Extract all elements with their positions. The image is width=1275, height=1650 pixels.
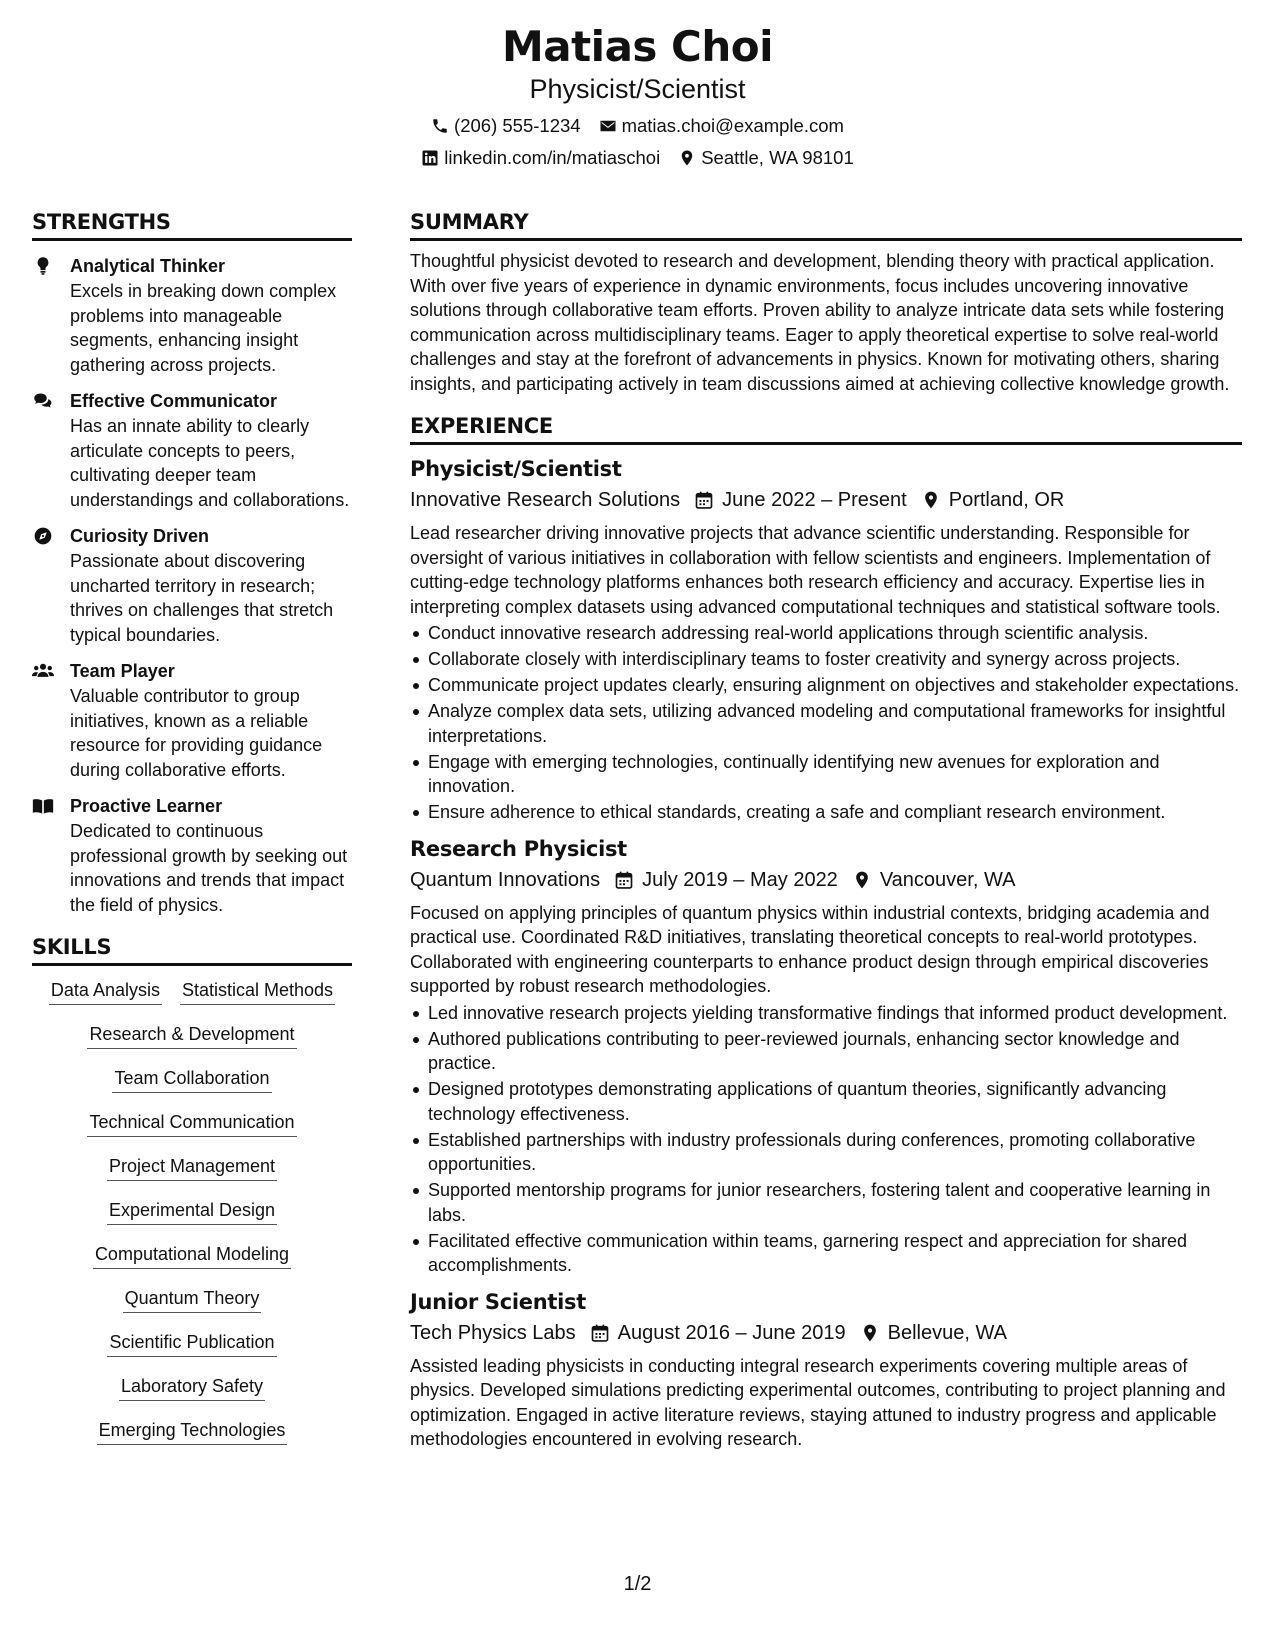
email-link[interactable]: matias.choi@example.com [621,115,844,136]
contact-row-1 [0,110,1275,142]
strength-item [32,658,352,782]
job-bullets [410,1001,1242,1278]
skill-tag: Technical Communication [87,1110,296,1137]
skill-tag: Computational Modeling [93,1242,291,1269]
summary-heading: SUMMARY [410,206,1242,241]
job-bullet: Conduct innovative research addressing real-world applications through scientific analysis. [428,621,1242,646]
contact-phone [431,110,581,142]
candidate-name: Matias Choi [501,22,774,71]
map-pin-icon [860,1323,880,1343]
strength-item [32,793,352,917]
job-description: Lead researcher driving innovative projects that advance scientific understanding. Responsible for oversight of various initiatives in collaboration with fellow scientists and engineers. Implementation of cutting-edge technology platforms enhances both research efficiency and accuracy. Expertise lies in interpreting complex datasets using advanced computational techniques and statistical software tools. [410,523,1221,617]
map-pin-icon [852,870,872,890]
experience-heading: EXPERIENCE [410,410,1242,445]
job-entry [410,835,1242,1278]
job-title: Physicist/Scientist [410,457,622,481]
skill-tag: Project Management [107,1154,277,1181]
contact-row-2 [0,142,1275,174]
calendar-icon [590,1323,610,1343]
strength-desc: Valuable contributor to group initiatives, known as a reliable resource for providing guidance during collaborative efforts. [70,686,323,780]
job-entry [410,1288,1242,1452]
calendar-icon [614,870,634,890]
candidate-title: Physicist/Scientist [529,74,746,104]
phone-icon [431,117,449,135]
skill-tag: Research & Development [87,1022,296,1049]
strength-title: Proactive Learner [70,796,223,816]
job-meta [410,485,1242,515]
job-location: Vancouver, WA [879,868,1016,891]
skill-tag: Emerging Technologies [97,1418,288,1445]
strengths-list [32,253,352,917]
job-bullet: Facilitated effective communication within teams, garnering respect and appreciation for shared accomplishments. [428,1229,1242,1278]
strength-desc: Has an innate ability to clearly articulate concepts to peers, cultivating deeper team understandings and collaborations. [70,416,350,510]
job-bullet: Communicate project updates clearly, ensuring alignment on objectives and stakeholder expectations. [428,673,1242,698]
skill-tag: Data Analysis [49,978,162,1005]
skill-tag: Laboratory Safety [119,1374,265,1401]
phone-text: (206) 555-1234 [454,115,581,136]
lightbulb-icon [32,256,54,276]
strength-desc: Passionate about discovering uncharted territory in research; thrives on challenges that stretch typical boundaries. [70,551,334,645]
strength-item [32,388,352,512]
job-bullet: Established partnerships with industry professionals during conferences, promoting collaborative opportunities. [428,1128,1242,1177]
job-description: Focused on applying principles of quantum physics within industrial contexts, bridging academia and practical use. Coordinated R&D initiatives, translating theoretical concepts to real-world prototypes. Collaborated with engineering counterparts to enhance product design through empirical discoveries supported by robust research methodologies. [410,902,1210,996]
users-icon [32,661,54,681]
job-bullet: Ensure adherence to ethical standards, creating a safe and compliant research environment. [428,800,1242,825]
job-dates: August 2016 – June 2019 [617,1321,846,1344]
job-meta [410,865,1242,895]
job-title: Junior Scientist [410,1289,586,1314]
skill-tag: Team Collaboration [112,1066,271,1093]
job-location: Portland, OR [948,489,1065,511]
job-bullet: Supported mentorship programs for junior researchers, fostering talent and cooperative learning in labs. [428,1178,1242,1227]
contact-location [678,142,854,174]
job-bullet: Authored publications contributing to peer-reviewed journals, enhancing sector knowledge and practice. [428,1027,1242,1076]
strength-desc: Excels in breaking down complex problems into manageable segments, enhancing insight gathering across projects. [70,281,337,375]
linkedin-link[interactable]: linkedin.com/in/matiaschoi [444,147,661,168]
skills-list [32,978,352,1445]
comments-icon [32,391,54,411]
strength-title: Team Player [70,661,175,681]
skill-tag: Experimental Design [107,1198,277,1225]
book-open-icon [32,796,54,816]
strengths-heading: STRENGTHS [32,206,352,241]
job-bullet: Designed prototypes demonstrating applications of quantum theories, significantly advancing technology effectiveness. [428,1077,1242,1126]
job-company: Tech Physics Labs [410,1321,576,1344]
job-title: Research Physicist [410,836,627,861]
job-company: Quantum Innovations [410,868,601,891]
skill-tag: Statistical Methods [180,978,335,1005]
strength-title: Analytical Thinker [70,256,226,276]
map-pin-icon [921,490,941,510]
job-bullet: Analyze complex data sets, utilizing advanced modeling and computational frameworks for insightful interpretations. [428,699,1242,748]
contact-email[interactable] [599,110,844,142]
job-entry [410,455,1242,825]
job-company: Innovative Research Solutions [410,489,681,511]
envelope-icon [599,117,617,135]
job-bullets [410,621,1242,825]
strength-item [32,253,352,377]
resume-header [0,22,1275,174]
job-dates: June 2022 – Present [722,489,907,511]
job-description: Assisted leading physicists in conducting integral research experiments covering multiple areas of physics. Developed simulations predicting experimental outcomes, contributing to project planning and optimization. Engaged in active literature reviews, staying attuned to industry progress and applicable methodologies encountered in evolving research. [410,1355,1226,1449]
summary-text: Thoughtful physicist devoted to research and development, blending theory with practical application. With over five years of experience in dynamic environments, focus includes uncovering innovative solutions through collaborative team efforts. Proven ability to analyze intricate data sets while fostering communication across multidisciplinary teams. Eager to apply theoretical expertise to solve real-world challenges and stay at the forefront of advancements in physics. Known for motivating others, sharing insights, and participating actively in team discussions aimed at achieving collective knowledge growth. [410,251,1230,394]
strength-item [32,523,352,647]
strength-title: Effective Communicator [70,391,278,411]
job-dates: July 2019 – May 2022 [642,868,838,891]
contact-linkedin[interactable] [421,142,660,174]
strength-desc: Dedicated to continuous professional growth by seeking out innovations and trends that impact the field of physics. [70,821,348,915]
skill-tag: Scientific Publication [107,1330,276,1357]
location-text: Seattle, WA 98101 [701,147,854,168]
job-bullet: Engage with emerging technologies, continually identifying new avenues for exploration and innovation. [428,750,1242,799]
job-location: Bellevue, WA [887,1321,1007,1344]
strength-title: Curiosity Driven [70,526,210,546]
map-pin-icon [678,149,696,167]
job-meta [410,1318,1242,1348]
calendar-icon [694,490,714,510]
skill-tag: Quantum Theory [123,1286,262,1313]
left-column [32,206,352,1445]
page-number: 1/2 [623,1573,652,1595]
linkedin-icon [421,149,439,167]
right-column [410,206,1242,1452]
skills-heading: SKILLS [32,931,352,966]
job-bullet: Led innovative research projects yielding transformative findings that informed product development. [428,1001,1242,1026]
job-bullet: Collaborate closely with interdisciplinary teams to foster creativity and synergy across projects. [428,647,1242,672]
compass-icon [32,526,54,546]
